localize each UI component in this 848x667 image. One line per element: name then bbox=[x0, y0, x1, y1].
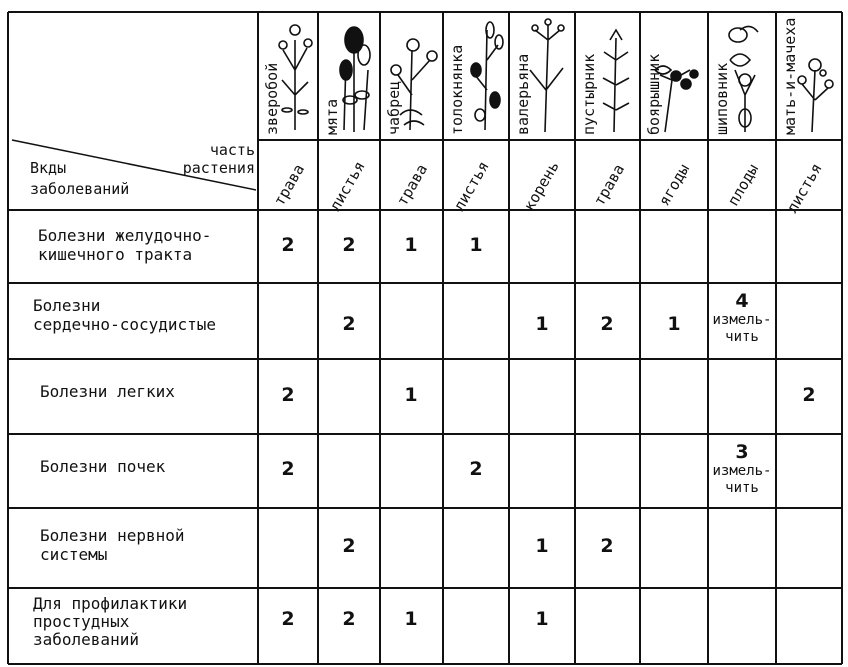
plant-part-2: листья bbox=[326, 158, 369, 214]
dosage-value: 2 bbox=[281, 384, 295, 406]
disease-line: Для профилактики bbox=[33, 594, 188, 613]
plant-name-hypericum: зверобой bbox=[263, 62, 281, 135]
dosage-value: 2 bbox=[600, 535, 614, 557]
disease-label bbox=[40, 457, 165, 476]
disease-label-line2: заболеваний bbox=[30, 180, 130, 198]
dosage-value: 2 bbox=[342, 535, 356, 557]
plant-icon-valerian bbox=[530, 19, 564, 132]
note-line: чить bbox=[725, 480, 759, 496]
plant-part-4: листья bbox=[450, 158, 493, 214]
plant-name-hawthorn: боярышник bbox=[645, 53, 663, 135]
preparation-note bbox=[707, 290, 777, 346]
plant-name-valerian: валерьяна bbox=[514, 53, 532, 135]
disease-label bbox=[40, 382, 175, 401]
plant-name-motherwort: пустырник bbox=[580, 53, 598, 135]
disease-label-line1: Вкды bbox=[30, 159, 67, 177]
plant-icon-mint bbox=[340, 27, 370, 132]
disease-label bbox=[33, 595, 187, 649]
plant-name-mint: мята bbox=[323, 98, 341, 135]
disease-line: Болезни легких bbox=[40, 382, 175, 401]
note-value: 4 bbox=[735, 290, 749, 312]
dosage-value: 2 bbox=[342, 234, 356, 256]
dosage-value: 1 bbox=[404, 384, 418, 406]
part-of-plant-label bbox=[175, 141, 255, 177]
dosage-value: 2 bbox=[281, 608, 295, 630]
note-value: 3 bbox=[735, 441, 749, 463]
plant-icon-hypericum bbox=[279, 25, 312, 130]
dosage-value: 2 bbox=[600, 313, 614, 335]
plant-part-6: трава bbox=[590, 160, 629, 209]
dosage-value: 2 bbox=[281, 458, 295, 480]
plant-part-1: трава bbox=[270, 160, 309, 209]
disease-line: Болезни почек bbox=[40, 457, 166, 476]
part-label-line1: часть bbox=[209, 141, 255, 159]
plant-icon-motherwort bbox=[603, 30, 629, 132]
plant-name-coltsfoot: мать-и-мачеха bbox=[781, 17, 799, 135]
plant-part-7: ягоды bbox=[655, 160, 694, 209]
disease-label bbox=[40, 526, 185, 564]
plant-name-bearberry: толокнянка bbox=[448, 44, 466, 135]
dosage-value: 1 bbox=[535, 608, 549, 630]
plant-icon-coltsfoot bbox=[798, 59, 833, 132]
disease-line: системы bbox=[40, 545, 108, 564]
dosage-value: 1 bbox=[404, 234, 418, 256]
plant-illustrations bbox=[279, 19, 833, 132]
plant-name-rosehip: шиповник bbox=[713, 62, 731, 135]
plant-part-5: корень bbox=[520, 158, 563, 214]
dosage-value: 2 bbox=[342, 608, 356, 630]
note-line: чить bbox=[725, 329, 759, 345]
plant-icon-rosehip bbox=[729, 26, 758, 132]
dosage-value: 2 bbox=[281, 234, 295, 256]
dosage-value: 1 bbox=[469, 234, 483, 256]
dosage-value: 1 bbox=[404, 608, 418, 630]
dosage-value: 2 bbox=[802, 384, 816, 406]
dosage-value: 1 bbox=[535, 313, 549, 335]
disease-line: Болезни желудочно- bbox=[38, 226, 212, 245]
dosage-value: 1 bbox=[535, 535, 549, 557]
disease-line: Болезни bbox=[33, 296, 101, 315]
plant-part-8: плоды bbox=[724, 160, 763, 209]
dosage-value: 2 bbox=[469, 458, 483, 480]
preparation-note bbox=[707, 441, 777, 497]
disease-label bbox=[38, 226, 211, 264]
disease-label bbox=[33, 296, 216, 334]
disease-line: кишечного тракта bbox=[38, 245, 193, 264]
plant-name-thyme: чабрец bbox=[385, 80, 403, 135]
note-line: измель- bbox=[712, 463, 772, 479]
note-line: измель- bbox=[712, 312, 772, 328]
disease-type-label bbox=[30, 158, 129, 200]
dosage-value: 2 bbox=[342, 313, 356, 335]
plant-part-9: листья bbox=[783, 160, 826, 216]
dosage-value: 1 bbox=[667, 313, 681, 335]
plant-part-3: трава bbox=[393, 160, 432, 209]
part-label-line2: растения bbox=[182, 159, 255, 177]
disease-line: сердечно-сосудистые bbox=[33, 315, 217, 334]
disease-line: заболеваний bbox=[33, 630, 139, 649]
disease-line: Болезни нервной bbox=[40, 526, 185, 545]
plant-icon-bearberry bbox=[471, 22, 503, 130]
disease-line: простудных bbox=[33, 612, 130, 631]
